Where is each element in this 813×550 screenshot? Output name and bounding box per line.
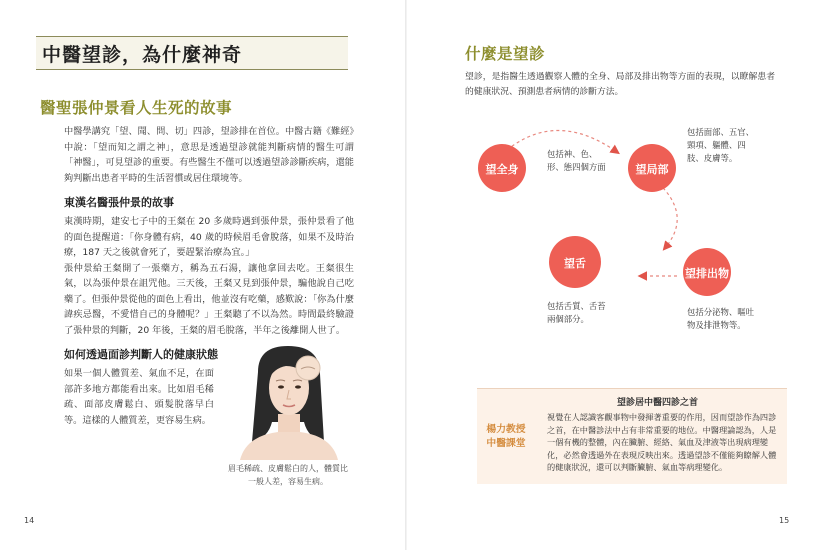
note-local: 包括面部、五官、頸項、軀體、四肢、皮膚等。 [687, 127, 754, 163]
professor-box-text: 視覺在人認識客觀事物中發揮著重要的作用，因而望診作為四診之首，在中醫診法中占有非常重要的地位。中醫理論認為，人是一個有機的整體，內在臟腑、經絡、氣血及津液等出現病理變化，必然會透過外在表現反映出來。透過望診不僅能夠瞭解人體的健康狀況，還可以判斷臟腑、氣血等病理變化。 [547, 412, 777, 473]
circle-label-excreta: 望排出物 [685, 267, 729, 280]
circle-label-tongue: 望舌 [564, 257, 586, 270]
note-tongue: 包括舌質、舌苔兩個部分。 [547, 301, 606, 324]
professor-box-title: 望診居中醫四診之首 [617, 398, 699, 408]
story-heading: 東漢名醫張仲景的故事 [64, 196, 174, 209]
intro-paragraph: 中醫學講究「望、聞、問、切」四診，望診排在首位。中醫古籍《難經》中說：「望而知之謂之神」，意思是透過望診就能判斷病情的醫生可謂「神醫」，可見望診的重要。有些醫生不僅可以透過望診診斷疾病，還能夠判斷出患者平時的生活習慣或居住環境等。 [64, 126, 354, 184]
note-whole-body: 包括神、色、形、態四個方面 [547, 149, 606, 172]
woman-face-illustration [228, 342, 348, 460]
story-paragraph: 東漢時期，建安七子中的王粲在 20 多歲時遇到張仲景，張仲景看了他的面色提醒道：「你身體有病，40 歲的時候眉毛會脫落，如果不及時治療，187 天之後就會死了，要趕緊治療為宜。」 張仲景給王粲開了一張藥方，稱為五石湯，讓他拿回去吃。王粲很生氣，以為張仲景在詛咒他。三天後，王粲又見到張仲景，騙他說自己吃藥了。但張仲景從他的面色上看出，他並沒有吃藥，感歎說：「你為什麼諱疾忌醫，不愛惜自己的身體呢？」王粲聽了不以為然。時間最終驗證了張仲景的判斷，20 年後，王粲的眉毛脫落，半年之後離開人世了。 [64, 216, 354, 336]
how-paragraph: 如果一個人體質差、氣血不足，在面部許多地方都能看出來。比如眉毛稀疏、面部皮膚鬆白、頭髮脫落早白等。這樣的人體質差，更容易生病。 [64, 368, 214, 426]
how-heading: 如何透過面診判斷人的健康狀態 [64, 348, 218, 361]
illustration-caption: 眉毛稀疏、皮膚鬆白的人，體質比一般人差，容易生病。 [228, 464, 348, 486]
right-intro: 望診，是指醫生透過觀察人體的全身、局部及排出物等方面的表現，以瞭解患者的健康狀況、預測患者病情的診斷方法。 [465, 72, 775, 97]
chapter-title: 中醫望診，為什麼神奇 [42, 44, 243, 66]
professor-label [477, 389, 535, 485]
professor-note-box [477, 388, 787, 484]
section-heading: 醫聖張仲景看人生死的故事 [40, 99, 233, 117]
left-page [0, 0, 406, 550]
professor-label-line2: 中醫課堂 [486, 438, 526, 449]
circle-label-whole-body: 望全身 [485, 163, 519, 176]
right-heading: 什麼是望診 [465, 45, 546, 63]
page-number-left: 14 [24, 516, 35, 525]
circle-label-local: 望局部 [635, 163, 669, 176]
professor-label-line1: 楊力教授 [486, 424, 526, 435]
page-number-right: 15 [779, 516, 790, 525]
note-excreta: 包括分泌物、嘔吐物及排泄物等。 [687, 307, 754, 330]
chapter-title-box [36, 36, 348, 70]
right-page [407, 0, 813, 550]
